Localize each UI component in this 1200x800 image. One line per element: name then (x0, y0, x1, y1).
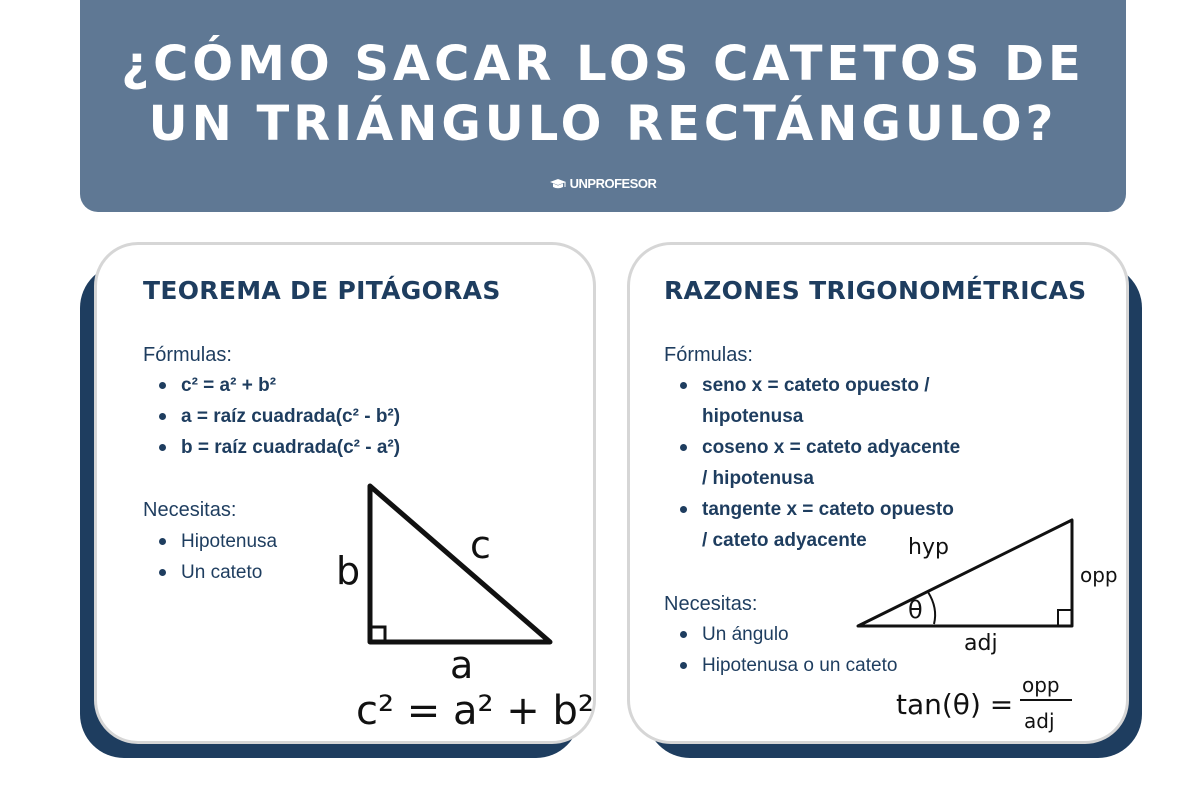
page-title-line-1: ¿CÓMO SACAR LOS CATETOS DE (121, 36, 1085, 92)
pythagoras-equation: c² = a² + b² (356, 688, 594, 734)
trig-title: RAZONES TRIGONOMÉTRICAS (664, 276, 1087, 305)
brand-name: UNPROFESOR (569, 176, 657, 191)
theta-label: θ (908, 596, 923, 624)
side-b-label: b (336, 549, 361, 593)
header-banner (80, 0, 1126, 212)
list-item: tangente x = cateto opuesto (678, 494, 960, 525)
list-item: b = raíz cuadrada(c² - a²) (157, 432, 400, 463)
pythagoras-triangle-diagram (330, 480, 594, 734)
trig-triangle-shape (858, 520, 1072, 626)
list-item: Un ángulo (678, 619, 897, 650)
tan-formula-lhs: tan(θ) = (896, 688, 1014, 721)
trig-triangle-diagram (850, 510, 1120, 740)
pitagoras-formulas-label: Fórmulas: (143, 344, 232, 366)
list-item-continuation: / hipotenusa (702, 468, 814, 489)
angle-arc (928, 592, 935, 624)
list-item: seno x = cateto opuesto / (678, 370, 960, 401)
adj-label: adj (964, 631, 998, 656)
pitagoras-title: TEOREMA DE PITÁGORAS (143, 276, 501, 305)
tan-fraction-denominator: adj (1024, 709, 1055, 733)
list-item-continuation: / cateto adyacente (702, 530, 867, 551)
list-item: coseno x = cateto adyacente (678, 432, 960, 463)
side-c-label: c (470, 523, 491, 567)
list-item: c² = a² + b² (157, 370, 400, 401)
side-a-label: a (450, 643, 474, 687)
list-item: Un cateto (157, 557, 277, 588)
tan-fraction-numerator: opp (1022, 673, 1060, 697)
hyp-label: hyp (908, 535, 949, 560)
graduation-cap-icon (550, 178, 566, 190)
trig-needs-label: Necesitas: (664, 593, 758, 615)
brand-logo (80, 176, 1126, 191)
trig-right-angle-marker (1058, 610, 1072, 626)
right-triangle-shape (370, 486, 550, 642)
list-item-continuation: hipotenusa (702, 406, 804, 427)
list-item: Hipotenusa o un cateto (678, 650, 897, 681)
pitagoras-needs-list (157, 526, 277, 588)
page-title-line-2: UN TRIÁNGULO RECTÁNGULO? (148, 96, 1058, 152)
trig-formulas-label: Fórmulas: (664, 344, 753, 366)
opp-label: opp (1080, 563, 1118, 587)
pitagoras-formulas-list (157, 370, 400, 463)
list-item: Hipotenusa (157, 526, 277, 557)
list-item: a = raíz cuadrada(c² - b²) (157, 401, 400, 432)
pitagoras-needs-label: Necesitas: (143, 499, 237, 521)
